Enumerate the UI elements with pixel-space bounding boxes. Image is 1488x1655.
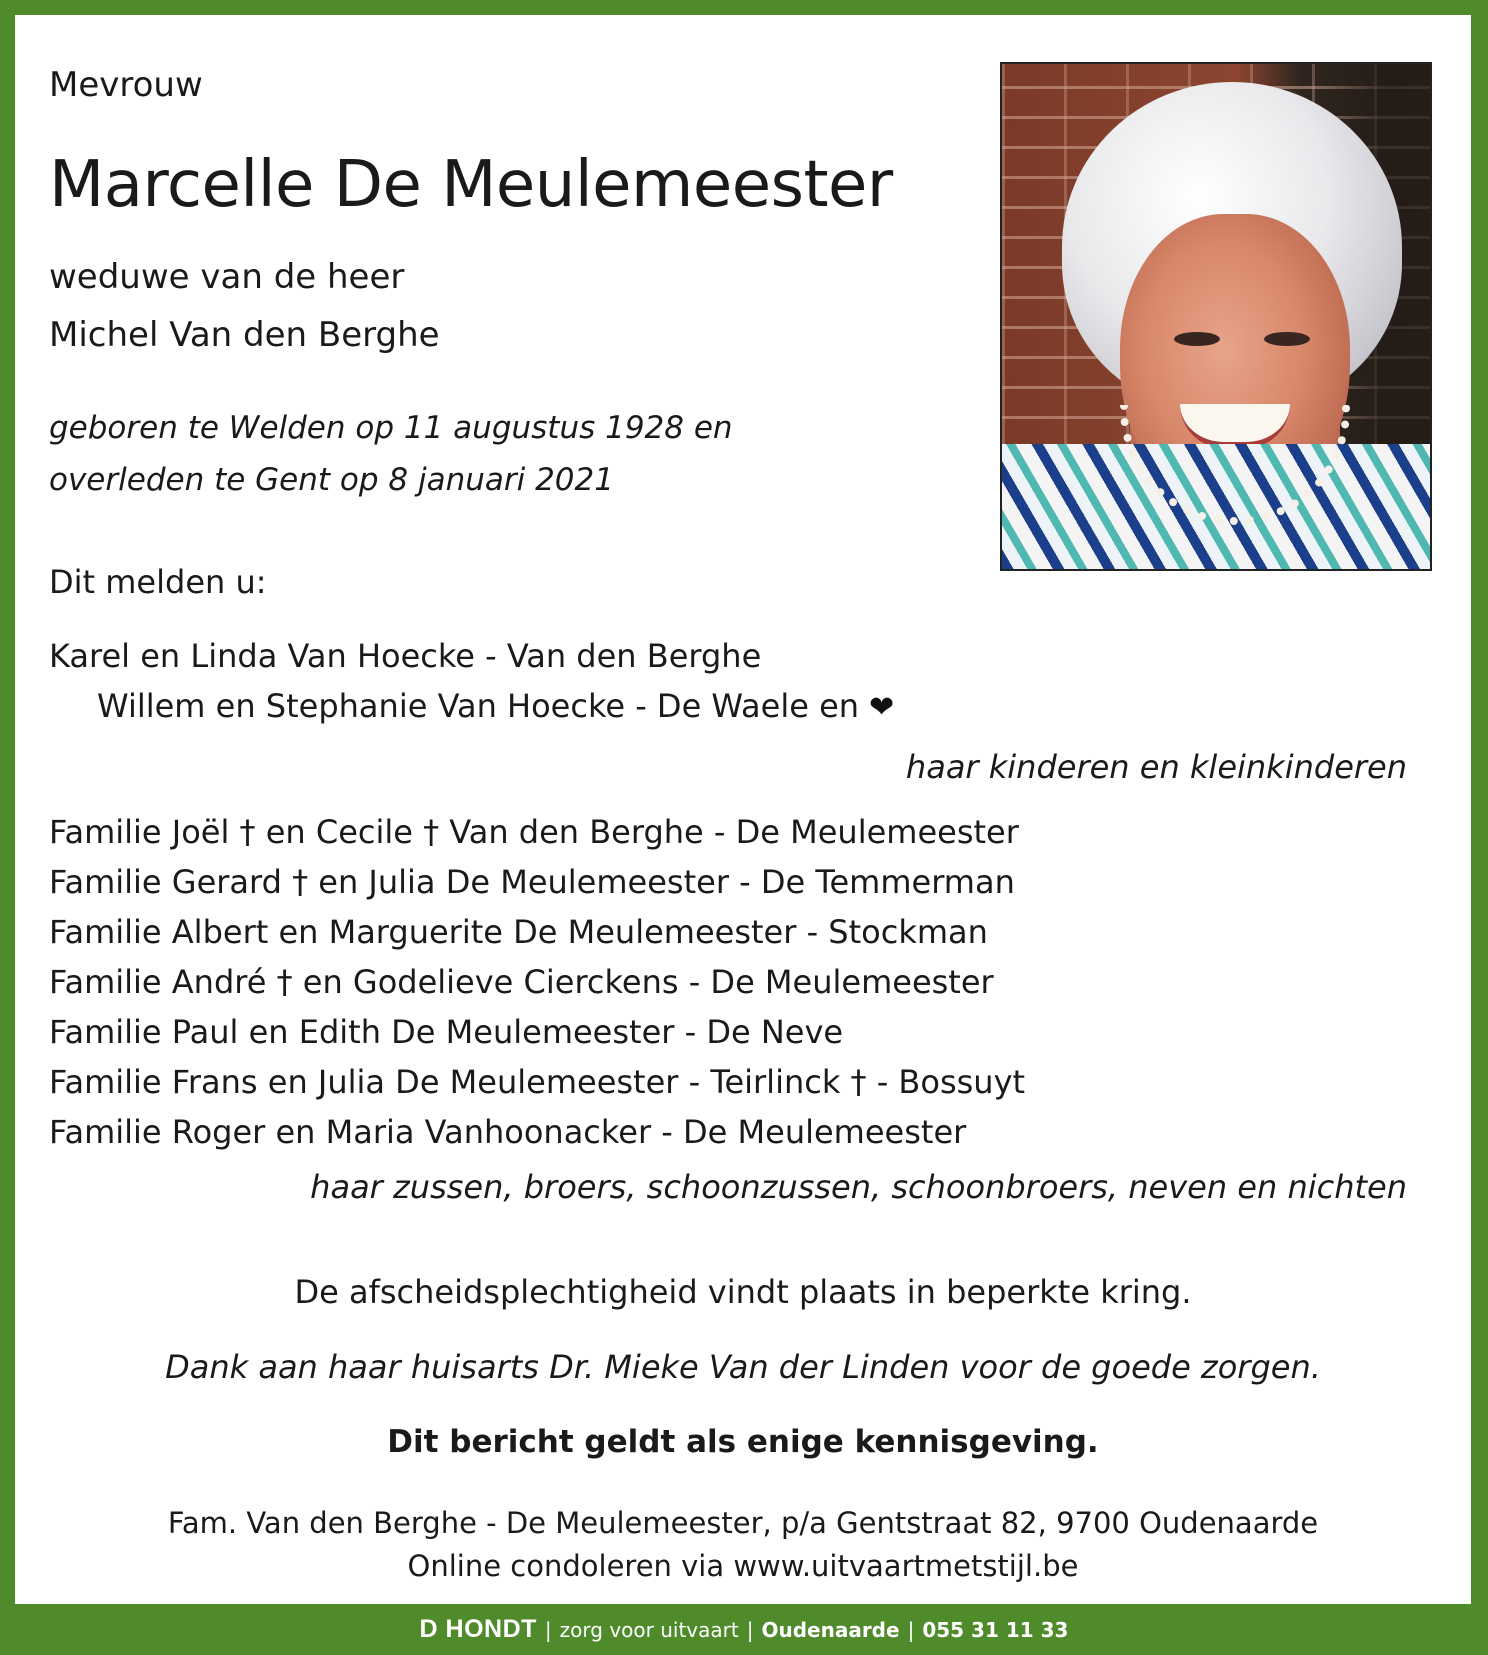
family-line: Familie Paul en Edith De Meulemeester - De Neve (49, 1013, 844, 1051)
obituary-card (15, 15, 1471, 1604)
family-line: Familie André † en Godelieve Cierckens - De Meulemeester (49, 963, 994, 1001)
family-line: Familie Frans en Julia De Meulemeester - Teirlinck † - Bossuyt (49, 1063, 1026, 1101)
widow-line-1: weduwe van de heer (49, 257, 405, 297)
footer-separator: | (544, 1618, 552, 1642)
widow-line-2: Michel Van den Berghe (49, 315, 440, 355)
announce-label: Dit melden u: (49, 563, 267, 601)
funeral-home-logo: D HONDT (419, 1615, 537, 1643)
grandchild-text: Willem en Stephanie Van Hoecke - De Waele en (97, 687, 860, 725)
children-relation: haar kinderen en kleinkinderen (905, 748, 1407, 786)
grandchild-line (97, 689, 894, 724)
salutation: Mevrouw (49, 65, 203, 105)
heart-icon: ❤ (869, 690, 895, 725)
family-line: Familie Albert en Marguerite De Meulemeester - Stockman (49, 913, 988, 951)
footer-city: Oudenaarde (761, 1618, 900, 1642)
child-line: Karel en Linda Van Hoecke - Van den Berghe (49, 637, 762, 675)
online-condolence-line: Online condoleren via www.uitvaartmetstijl.be (407, 1549, 1079, 1583)
family-list (49, 807, 1025, 1157)
deceased-name: Marcelle De Meulemeester (49, 148, 893, 222)
footer-separator: | (907, 1618, 915, 1642)
footer-bar (0, 1604, 1488, 1654)
birth-line: geboren te Welden op 11 augustus 1928 en (49, 410, 733, 446)
family-line: Familie Roger en Maria Vanhoonacker - De Meulemeester (49, 1113, 967, 1151)
family-line: Familie Joël † en Cecile † Van den Berghe - De Meulemeester (49, 813, 1019, 851)
footer-separator: | (746, 1618, 754, 1642)
family-line: Familie Gerard † en Julia De Meulemeester - De Temmerman (49, 863, 1015, 901)
death-line: overleden te Gent op 8 januari 2021 (49, 462, 614, 498)
only-notice-line: Dit bericht geldt als enige kennisgeving. (387, 1424, 1099, 1460)
address-line: Fam. Van den Berghe - De Meulemeester, p/a Gentstraat 82, 9700 Oudenaarde (167, 1506, 1319, 1540)
footer-tagline: zorg voor uitvaart (559, 1618, 739, 1642)
footer-phone: 055 31 11 33 (922, 1618, 1069, 1642)
thanks-line: Dank aan haar huisarts Dr. Mieke Van der Linden voor de goede zorgen. (165, 1348, 1321, 1386)
ceremony-line: De afscheidsplechtigheid vindt plaats in beperkte kring. (294, 1273, 1192, 1311)
portrait-photo (1000, 62, 1432, 571)
families-relation: haar zussen, broers, schoonzussen, schoonbroers, neven en nichten (310, 1168, 1407, 1206)
